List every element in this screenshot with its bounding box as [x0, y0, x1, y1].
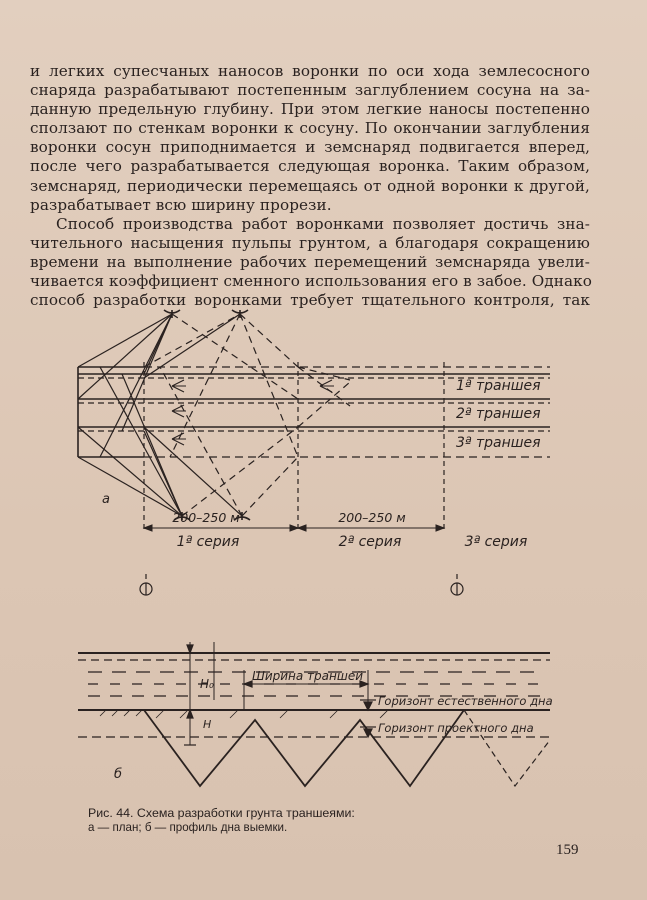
trench-3-lines	[78, 427, 550, 431]
text-line: и легких супесчаных наносов воронки по оси хода землесосного	[30, 62, 590, 80]
trench-width-label: Ширина траншей	[252, 669, 364, 683]
trench-label-3: 3ª траншея	[456, 435, 541, 451]
text-line: воронки сосун приподнимается и земснаряд подвигается вперед,	[30, 138, 590, 157]
profile-drawing	[78, 642, 550, 786]
series-label-1: 1ª серия	[176, 534, 240, 550]
dimension-label-2: 200–250 м	[338, 510, 406, 525]
text-line: земснаряд, периодически перемещаясь от одной воронки к другой,	[30, 176, 590, 195]
series-label-2: 2ª серия	[338, 534, 402, 550]
h-label: H	[203, 718, 212, 731]
paragraph-1	[30, 62, 590, 215]
trench-label-2: 2ª траншея	[456, 406, 541, 422]
anchor-icons	[164, 310, 250, 520]
text-line: способ разработки воронками требует тщательного контроля, так	[30, 291, 590, 310]
text-line: времени на выполнение рабочих перемещений земснаряда увели-	[30, 252, 590, 271]
page-number: 159	[556, 842, 579, 858]
trench-2-lines	[78, 399, 550, 403]
trench-label-1: 1ª траншея	[456, 378, 541, 394]
figure-caption	[88, 806, 548, 835]
text-line: чивается коэффициент сменного использования его в забое. Однако	[30, 272, 592, 291]
paragraph-2	[30, 215, 590, 310]
section-markers	[140, 574, 463, 595]
caption-subtitle: а — план; б — профиль дна выемки.	[88, 820, 288, 834]
design-bottom-label: Горизонт проектного дна	[378, 721, 534, 735]
text-line: после чего разрабатывается следующая воронка. Таким образом,	[30, 157, 590, 176]
text-line: данную предельную глубину. При этом легкие наносы постепенно	[30, 100, 590, 119]
h0-label: H₀	[200, 677, 214, 691]
series-label-3: 3ª серия	[464, 534, 528, 550]
text-line: Способ производства работ воронками позволяет достичь зна-	[56, 214, 590, 233]
profile-label: б	[114, 767, 123, 782]
text-line: разрабатывает всю ширину прорези.	[30, 195, 332, 214]
anchor-cables-dashed	[144, 314, 350, 516]
natural-bottom-label: Горизонт естественного дна	[378, 694, 553, 708]
plan-label: а	[102, 492, 110, 507]
dredge-positions	[172, 380, 334, 445]
text-line: снаряда разрабатывают постепенным заглублением сосуна на за-	[30, 81, 590, 100]
dimension-lines	[144, 525, 444, 531]
body-text	[30, 62, 590, 310]
text-line: чительного насыщения пульпы грунтом, а благодаря сокращению	[30, 233, 590, 252]
trench-scheme-figure	[60, 300, 570, 800]
caption-title: Рис. 44. Схема разработки грунта траншеями:	[88, 806, 355, 820]
dimension-label-1: 200–250 м	[172, 510, 240, 525]
text-line: сползают по стенкам воронки к сосуну. По окончании заглубления	[30, 119, 590, 138]
